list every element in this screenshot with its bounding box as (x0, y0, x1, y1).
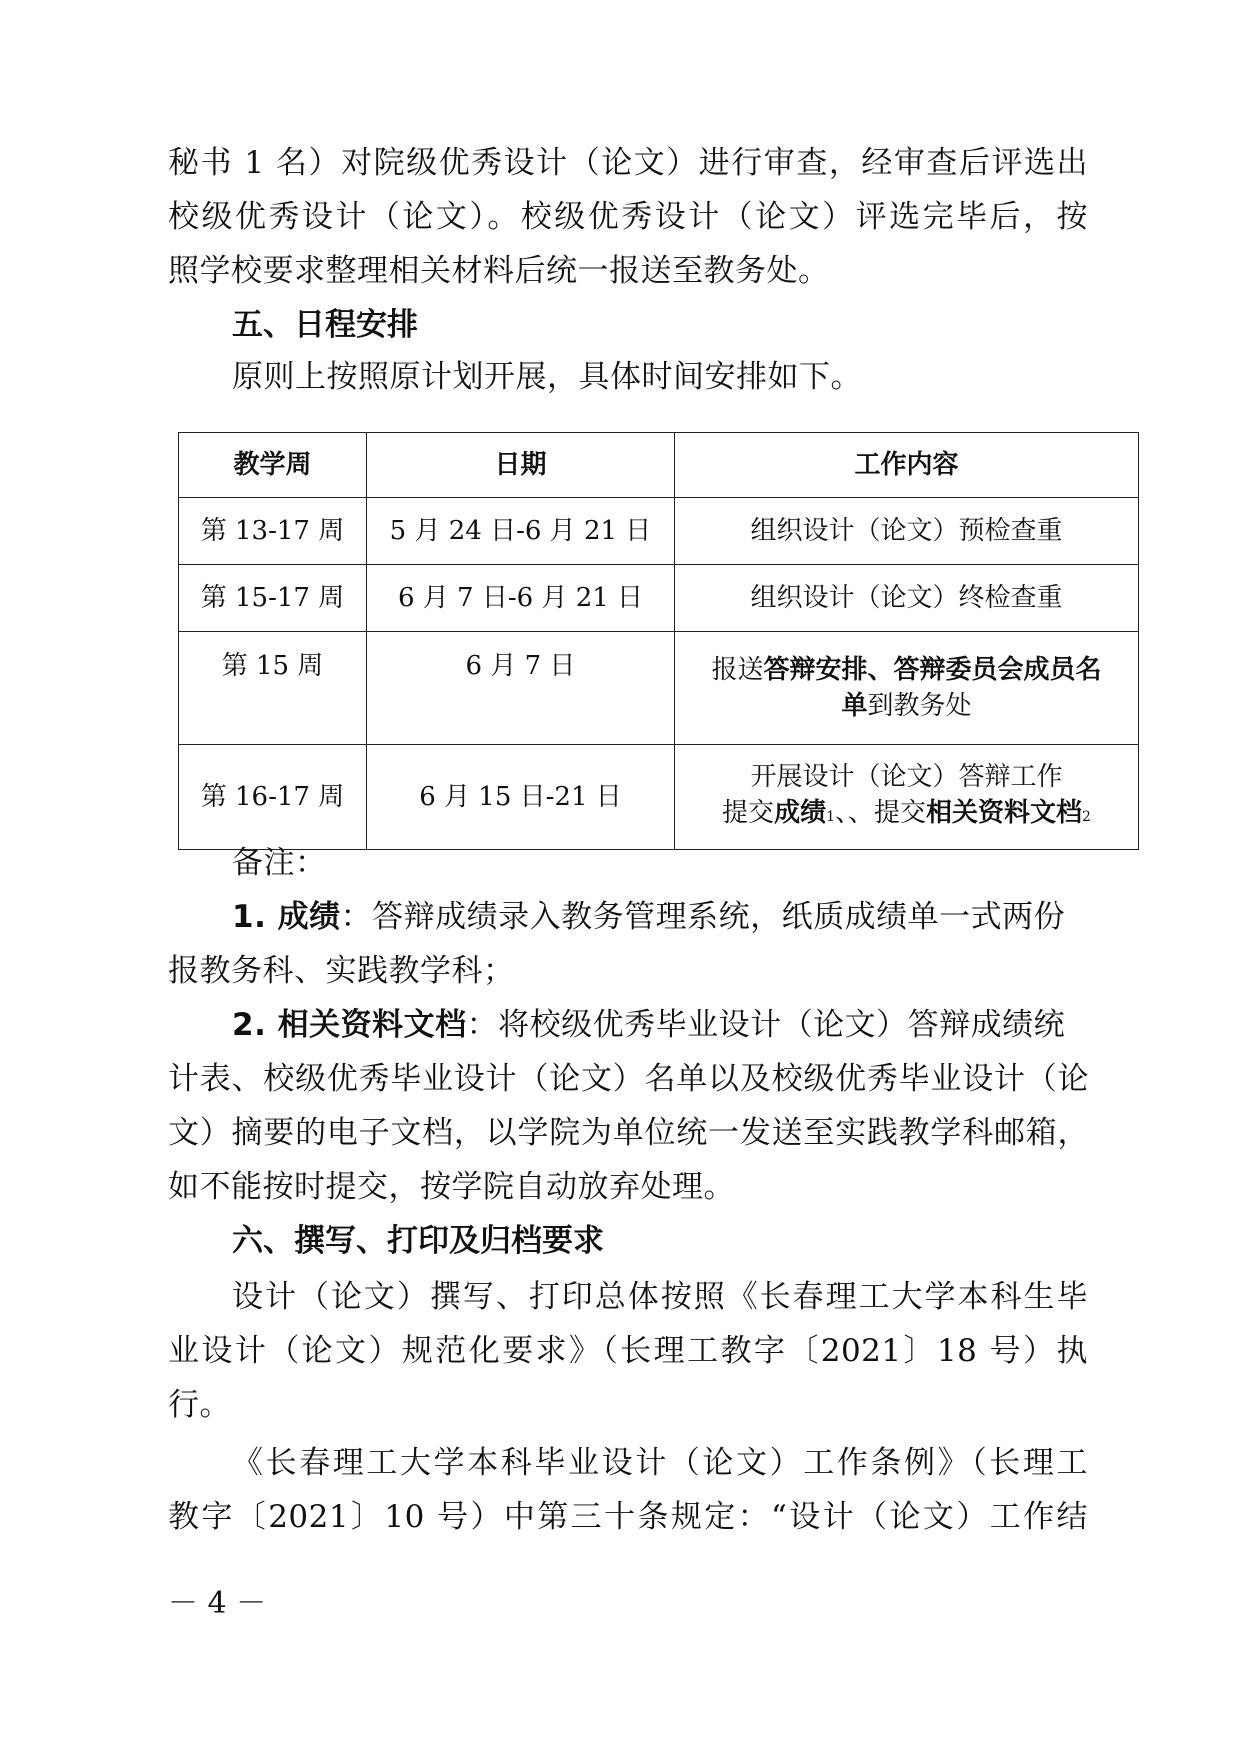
note-2-line: 文）摘要的电子文档，以学院为单位统一发送至实践教学科邮箱， (168, 1115, 1088, 1151)
cell-text: 提交 (722, 798, 775, 828)
section-heading: 五、日程安排 (232, 307, 418, 343)
note-1-line (232, 897, 1088, 937)
cell-text: 报送 (711, 655, 764, 685)
note-1-line: 报教务科、实践教学科； (168, 953, 515, 989)
table-row (179, 498, 1139, 565)
note-1-text: ：答辩成绩录入教务管理系统，纸质成绩单一式两份 (340, 899, 1066, 935)
paragraph-line: 教字〔2021〕10 号）中第三十条规定：“设计（论文）工作结 (168, 1499, 1088, 1535)
cell-content (675, 745, 1139, 850)
notes-label: 备注： (232, 845, 327, 881)
section-intro: 原则上按照原计划开展，具体时间安排如下。 (232, 359, 862, 395)
table-row (179, 632, 1139, 745)
column-header-week: 教学周 (179, 433, 367, 498)
note-2-text: ：将校级优秀毕业设计（论文）答辩成绩统 (466, 1007, 1066, 1043)
schedule-table (178, 432, 1139, 850)
cell-text: 到教务处 (867, 691, 972, 721)
cell-week: 第 13-17 周 (179, 498, 367, 565)
footnote-marker: 1 (826, 809, 835, 825)
column-header-date: 日期 (367, 433, 675, 498)
column-header-content: 工作内容 (675, 433, 1139, 498)
cell-content-line (683, 795, 1130, 835)
paragraph-line: 设计（论文）撰写、打印总体按照《长春理工大学本科生毕 (232, 1279, 1088, 1315)
page-number: － 4 － (168, 1586, 267, 1621)
cell-date: 5 月 24 日-6 月 21 日 (367, 498, 675, 565)
section-heading: 六、撰写、打印及归档要求 (232, 1223, 604, 1259)
cell-date: 6 月 7 日 (367, 632, 675, 745)
cell-content-line: 开展设计（论文）答辩工作 (750, 762, 1063, 792)
cell-week: 第 15 周 (179, 632, 367, 745)
note-2-line: 如不能按时提交，按学院自动放弃处理。 (168, 1169, 735, 1205)
table-row (179, 745, 1139, 850)
note-1-label: 1. 成绩 (232, 899, 341, 935)
cell-text: 、、提交 (835, 798, 927, 828)
cell-bold-text: 答辩安排、答辩委员会成员名 (763, 655, 1102, 685)
paragraph-line: 校级优秀设计（论文）。校级优秀设计（论文）评选完毕后，按 (168, 199, 1088, 235)
footnote-marker: 2 (1082, 809, 1091, 825)
paragraph-line: 行。 (168, 1387, 231, 1423)
cell-date: 6 月 15 日-21 日 (367, 745, 675, 850)
table-header-row (179, 433, 1139, 498)
cell-bold-text: 单 (841, 691, 868, 721)
cell-content-line (683, 688, 1130, 724)
cell-week: 第 16-17 周 (179, 745, 367, 850)
table-row (179, 565, 1139, 632)
cell-content-line (683, 652, 1130, 688)
paragraph-line: 照学校要求整理相关材料后统一报送至教务处。 (168, 253, 830, 289)
cell-bold-text: 相关资料文档 (926, 798, 1083, 828)
cell-date: 6 月 7 日-6 月 21 日 (367, 565, 675, 632)
note-2-line: 计表、校级优秀毕业设计（论文）名单以及校级优秀毕业设计（论 (168, 1061, 1088, 1097)
paragraph-line: 秘书 1 名）对院级优秀设计（论文）进行审查，经审查后评选出 (168, 145, 1088, 181)
cell-content (675, 632, 1139, 745)
cell-content: 组织设计（论文）预检查重 (675, 498, 1139, 565)
cell-bold-text: 成绩 (774, 798, 827, 828)
note-2-label: 2. 相关资料文档 (232, 1007, 467, 1043)
paragraph-line: 《长春理工大学本科毕业设计（论文）工作条例》（长理工 (232, 1445, 1088, 1481)
note-2-line (232, 1005, 1088, 1045)
paragraph-line: 业设计（论文）规范化要求》（长理工教字〔2021〕18 号）执 (168, 1333, 1088, 1369)
cell-content: 组织设计（论文）终检查重 (675, 565, 1139, 632)
cell-week: 第 15-17 周 (179, 565, 367, 632)
